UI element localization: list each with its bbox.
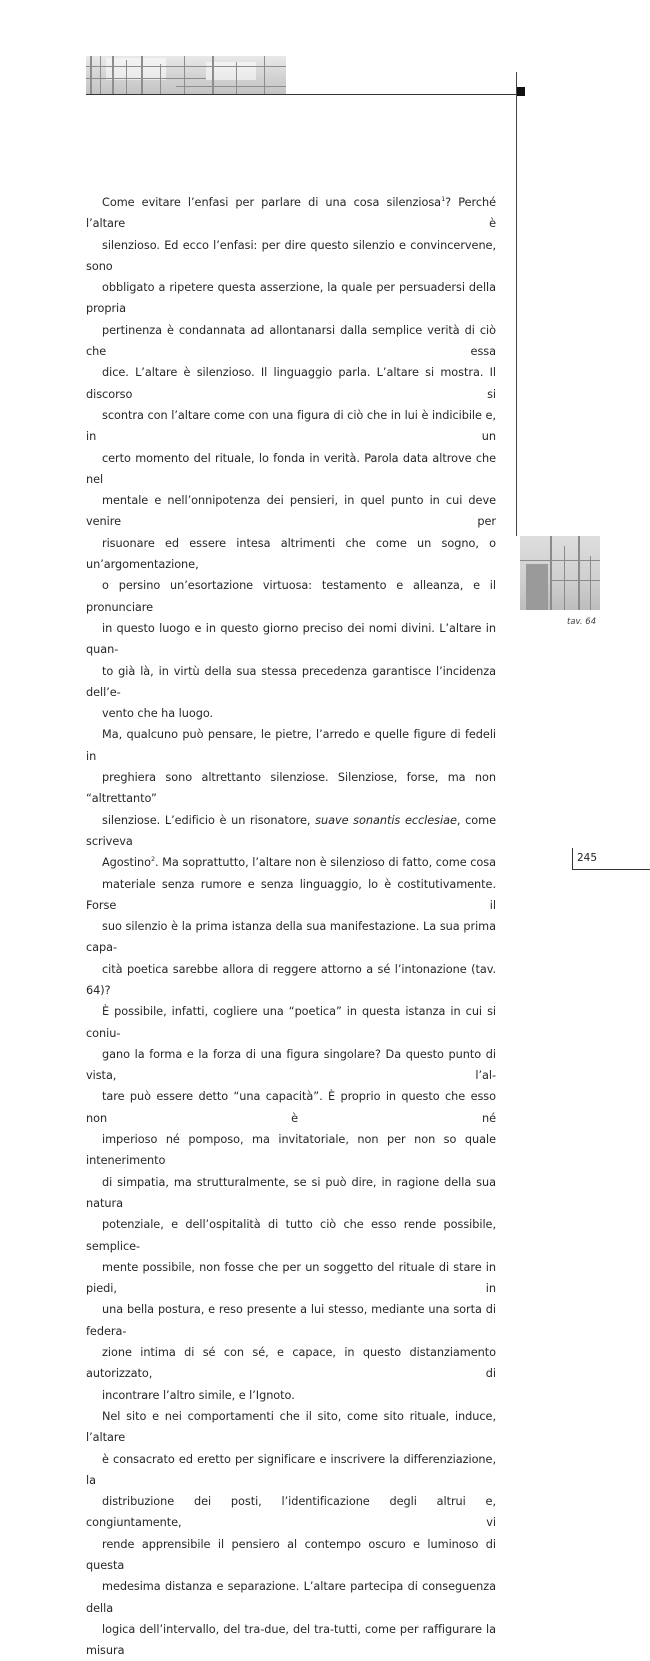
text-segment: gano la forma e la forza di una figura singolare? Da questo punto di vista, l’al- bbox=[86, 1047, 496, 1083]
header-architecture-image bbox=[86, 56, 286, 94]
text-line bbox=[86, 575, 496, 618]
text-segment: . Ma soprattutto, l’altare non è silenzioso di fatto, come cosa bbox=[155, 856, 496, 870]
text-line bbox=[86, 703, 496, 724]
text-segment: preghiera sono altrettanto silenziose. Silenziose, forse, ma non “altrettanto” bbox=[86, 771, 496, 806]
text-segment: ? Perché l’altare è bbox=[86, 196, 497, 231]
text-line bbox=[86, 874, 496, 917]
text-line bbox=[86, 1342, 496, 1385]
text-segment: suo silenzio è la prima istanza della sua manifestazione. La sua prima capa- bbox=[86, 920, 496, 955]
text-line bbox=[86, 1449, 496, 1492]
text-segment: tare può essere detto “una capacità”. È proprio in questo che esso non è né bbox=[86, 1090, 496, 1125]
text-segment: certo momento del rituale, lo fonda in verità. Parola data altrove che nel bbox=[86, 451, 496, 486]
text-line bbox=[86, 1001, 496, 1044]
text-line bbox=[86, 490, 496, 533]
text-segment: mente possibile, non fosse che per un soggetto del rituale di stare in piedi, in bbox=[86, 1260, 496, 1296]
text-segment: pertinenza è condannata ad allontanarsi dalla semplice verità di ciò che essa bbox=[86, 323, 496, 359]
header-square-marker bbox=[516, 87, 525, 96]
text-segment: Come evitare l’enfasi per parlare di una cosa silenziosa bbox=[102, 196, 442, 209]
text-line bbox=[86, 1385, 496, 1406]
text-segment: incontrare l’altro simile, e l’Ignoto. bbox=[102, 1388, 295, 1402]
footnote-marker: 1 bbox=[441, 195, 446, 204]
page-number: 245 bbox=[577, 852, 598, 864]
text-segment: silenziose. L’edificio è un risonatore, bbox=[102, 813, 316, 827]
text-segment: medesima distanza e separazione. L’altare partecipa di conseguenza della bbox=[86, 1580, 496, 1615]
text-line bbox=[86, 1044, 496, 1087]
text-segment: scontra con l’altare come con una figura di ciò che in lui è indicibile e, in un bbox=[86, 408, 496, 444]
text-line bbox=[86, 1299, 496, 1342]
text-segment: in questo luogo e in questo giorno preciso dei nomi divini. L’altare in quan- bbox=[86, 621, 496, 657]
text-segment: di simpatia, ma strutturalmente, se si può dire, in ragione della sua natura bbox=[86, 1175, 496, 1210]
text-segment: potenziale, e dell’ospitalità di tutto ciò che esso rende possibile, semplice- bbox=[86, 1218, 496, 1253]
text-segment: è consacrato ed eretto per significare e inscrivere la differenziazione, la bbox=[86, 1452, 496, 1487]
side-figure-image bbox=[520, 536, 600, 610]
header-rule bbox=[86, 94, 516, 95]
text-segment: risuonare ed essere intesa altrimenti che come un sogno, o un’argomentazione, bbox=[86, 536, 496, 572]
text-line bbox=[86, 1619, 496, 1661]
footer-tick bbox=[572, 848, 573, 870]
text-line bbox=[86, 1534, 496, 1577]
text-line bbox=[86, 661, 496, 704]
text-segment: zione intima di sé con sé, e capace, in questo distanziamento autorizzato, di bbox=[86, 1346, 496, 1381]
text-line bbox=[86, 448, 496, 491]
footer-rule bbox=[572, 869, 650, 870]
text-line bbox=[86, 533, 496, 576]
text-segment: materiale senza rumore e senza linguaggio, lo è costitutivamente. Forse il bbox=[86, 877, 496, 912]
text-line bbox=[86, 1172, 496, 1215]
text-line bbox=[86, 277, 496, 320]
text-line bbox=[86, 362, 496, 405]
text-segment: Nel sito e nei comportamenti che il sito, come sito rituale, induce, l’altare bbox=[86, 1409, 496, 1445]
text-line bbox=[86, 1406, 496, 1449]
text-segment: imperioso né pomposo, ma invitatoriale, non per non so quale intenerimento bbox=[86, 1133, 496, 1168]
text-line bbox=[86, 1491, 496, 1534]
margin-vertical-rule bbox=[516, 72, 517, 536]
text-segment: silenzioso. Ed ecco l’enfasi: per dire questo silenzio e convincervene, sono bbox=[86, 238, 496, 273]
text-segment: vento che ha luogo. bbox=[102, 707, 214, 721]
paragraph bbox=[86, 724, 496, 1001]
text-segment: obbligato a ripetere questa asserzione, la quale per persuadersi della propria bbox=[86, 281, 496, 316]
paragraph bbox=[86, 1001, 496, 1406]
text-segment: distribuzione dei posti, l’identificazione degli altrui e, congiuntamente, vi bbox=[86, 1495, 496, 1530]
text-segment: una bella postura, e reso presente a lui stesso, mediante una sorta di federa- bbox=[86, 1303, 496, 1338]
figure-caption: tav. 64 bbox=[567, 617, 597, 627]
paragraph bbox=[86, 192, 496, 724]
text-segment: Ma, qualcuno può pensare, le pietre, l’arredo e quelle figure di fedeli in bbox=[86, 728, 496, 763]
text-line bbox=[86, 916, 496, 959]
text-line bbox=[86, 405, 496, 448]
text-line bbox=[86, 959, 496, 1002]
text-line bbox=[86, 192, 496, 235]
text-line bbox=[86, 852, 496, 873]
text-segment: mentale e nell’onnipotenza dei pensieri, in quel punto in cui deve venire per bbox=[86, 494, 496, 529]
text-line bbox=[86, 320, 496, 363]
text-line bbox=[86, 1086, 496, 1129]
text-line bbox=[86, 767, 496, 810]
text-segment: , come scriveva bbox=[86, 813, 496, 848]
text-line bbox=[86, 1214, 496, 1257]
text-line bbox=[86, 1129, 496, 1172]
text-line bbox=[86, 235, 496, 278]
text-segment: rende apprensibile il pensiero al contempo oscuro e luminoso di questa bbox=[86, 1537, 496, 1572]
footnote-marker: 2 bbox=[150, 855, 156, 864]
text-segment: Agostino bbox=[102, 856, 151, 870]
text-line bbox=[86, 810, 496, 853]
text-segment: È possibile, infatti, cogliere una “poetica” in questa istanza in cui si coniu- bbox=[86, 1005, 496, 1040]
paragraph bbox=[86, 1406, 496, 1661]
text-line bbox=[86, 1576, 496, 1619]
latin-quote: suave sonantis ecclesiae bbox=[315, 813, 457, 827]
text-segment: logica dell’intervallo, del tra-due, del tra-tutti, come per raffigurare la misura bbox=[86, 1622, 496, 1658]
text-line bbox=[86, 618, 496, 661]
body-text bbox=[86, 192, 496, 1661]
text-line bbox=[86, 724, 496, 767]
text-line bbox=[86, 1257, 496, 1300]
text-segment: dice. L’altare è silenzioso. Il linguaggio parla. L’altare si mostra. Il discorso si bbox=[86, 366, 496, 401]
text-segment: cità poetica sarebbe allora di reggere attorno a sé l’intonazione (tav. 64)? bbox=[86, 962, 496, 997]
text-segment: to già là, in virtù della sua stessa precedenza garantisce l’incidenza dell’e- bbox=[86, 664, 496, 699]
text-segment: o persino un’esortazione virtuosa: testamento e alleanza, e il pronunciare bbox=[86, 579, 496, 614]
